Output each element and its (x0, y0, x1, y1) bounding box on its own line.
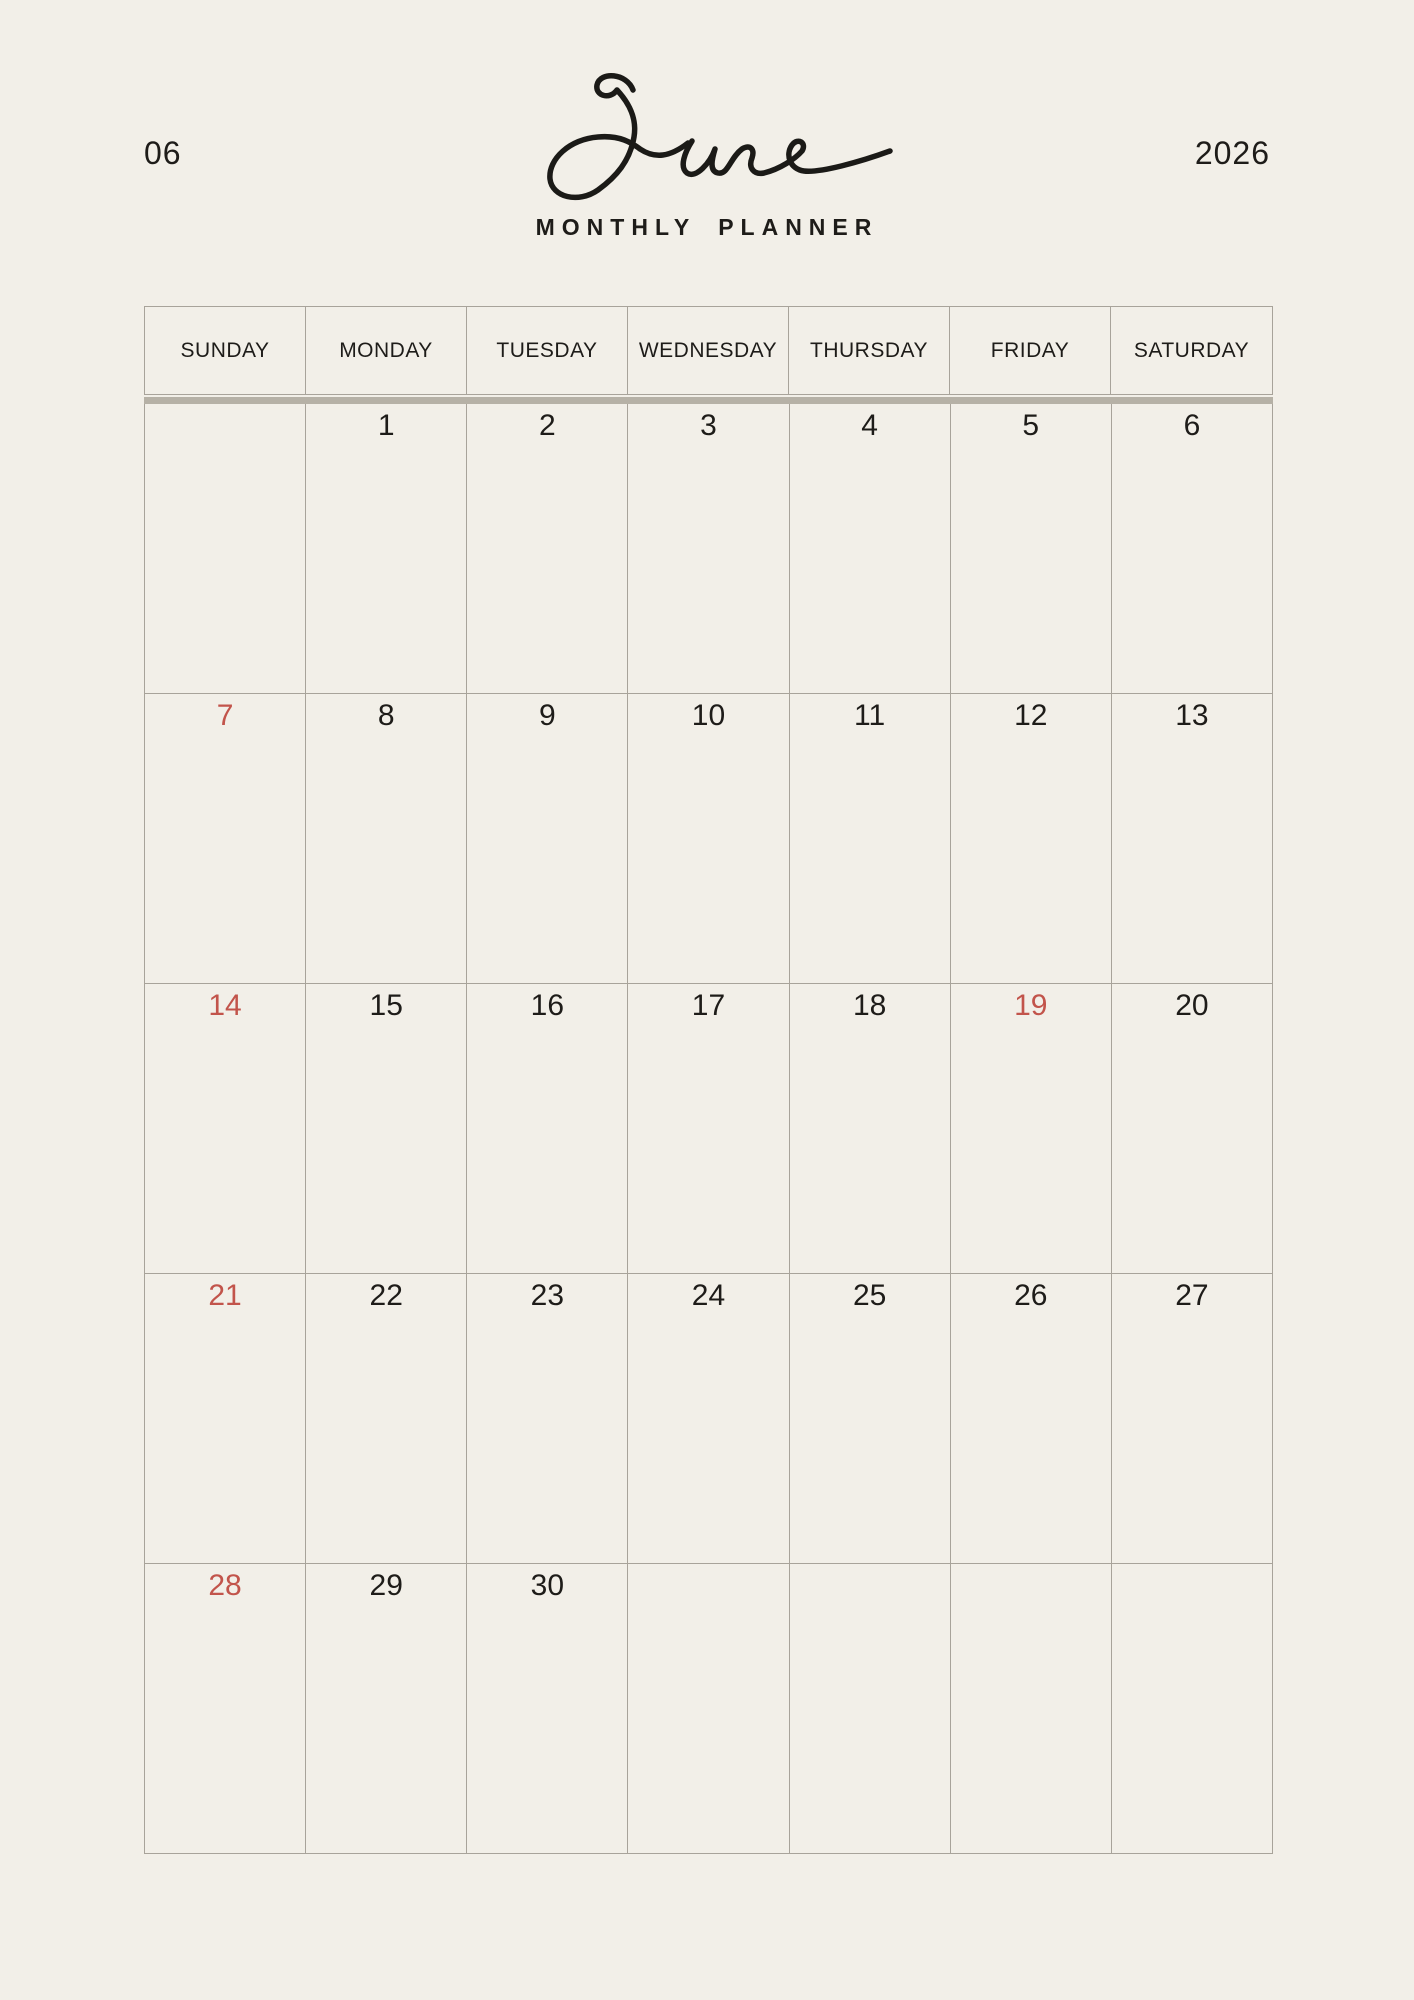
day-cell (1112, 1274, 1273, 1564)
day-number: 22 (369, 1279, 403, 1312)
weekday-header-row (144, 306, 1273, 395)
day-cell (628, 404, 789, 694)
day-cell (790, 984, 951, 1274)
day-cell (1112, 404, 1273, 694)
day-number: 26 (1014, 1279, 1048, 1312)
day-number: 27 (1175, 1279, 1209, 1312)
day-cell (790, 694, 951, 984)
day-number: 20 (1175, 989, 1209, 1022)
weekday-header-wednesday: WEDNESDAY (628, 307, 789, 394)
day-cell (1112, 694, 1273, 984)
day-number: 9 (539, 699, 556, 732)
day-cell (951, 984, 1112, 1274)
day-cell (467, 984, 628, 1274)
day-number: 25 (852, 1279, 887, 1312)
day-number: 7 (216, 699, 234, 732)
day-cell (951, 1274, 1112, 1564)
planner-subtitle: MONTHLY PLANNER (535, 214, 879, 240)
day-number: 3 (700, 409, 717, 442)
day-cell (628, 984, 789, 1274)
day-number: 29 (369, 1569, 403, 1602)
calendar-body (144, 404, 1273, 1854)
day-cell (306, 694, 467, 984)
day-number: 12 (1014, 699, 1048, 732)
day-number: 4 (861, 409, 878, 442)
day-number: 28 (208, 1569, 242, 1602)
day-number: 14 (208, 989, 242, 1022)
day-cell (306, 984, 467, 1274)
day-number: 23 (530, 1279, 565, 1312)
day-cell (467, 1274, 628, 1564)
day-cell (467, 404, 628, 694)
day-cell (467, 1564, 628, 1854)
day-number: 19 (1014, 989, 1048, 1022)
day-cell (1112, 984, 1273, 1274)
day-cell (951, 694, 1112, 984)
weekday-header-thursday: THURSDAY (789, 307, 950, 394)
day-cell (145, 404, 306, 694)
day-number: 21 (208, 1279, 242, 1312)
day-cell (951, 404, 1112, 694)
weekday-header-friday: FRIDAY (950, 307, 1111, 394)
day-cell (145, 1274, 306, 1564)
day-number: 2 (539, 409, 556, 442)
year: 2026 (1194, 135, 1270, 171)
weekday-header-tuesday: TUESDAY (467, 307, 628, 394)
day-number: 15 (369, 989, 403, 1022)
day-number: 8 (377, 699, 395, 732)
day-cell (145, 1564, 306, 1854)
day-cell (145, 984, 306, 1274)
june-script-lettering (540, 58, 900, 210)
day-cell (628, 1274, 789, 1564)
day-cell (951, 1564, 1112, 1854)
day-number: 1 (377, 409, 395, 442)
month-script-title (540, 58, 900, 210)
day-number: 18 (852, 989, 887, 1022)
weekday-header-saturday: SATURDAY (1133, 338, 1250, 362)
day-number: 24 (691, 1279, 726, 1312)
day-number: 6 (1183, 409, 1201, 442)
weekday-header-monday: MONDAY (306, 307, 467, 394)
day-number: 30 (530, 1569, 565, 1602)
day-cell (306, 404, 467, 694)
day-number: 16 (530, 989, 565, 1022)
day-number: 17 (691, 989, 726, 1022)
day-number: 13 (1175, 699, 1209, 732)
month-number: 06 (144, 135, 182, 171)
day-cell (628, 694, 789, 984)
day-cell (790, 1274, 951, 1564)
weekday-header-sunday: SUNDAY (145, 307, 306, 394)
day-cell (628, 1564, 789, 1854)
day-number: 5 (1022, 409, 1040, 442)
day-number: 10 (691, 699, 726, 732)
day-number: 11 (854, 699, 886, 732)
day-cell (790, 404, 951, 694)
day-cell (1112, 1564, 1273, 1854)
calendar-grid (144, 306, 1273, 1854)
header-divider (144, 397, 1273, 404)
day-cell (306, 1564, 467, 1854)
day-cell (467, 694, 628, 984)
day-cell (306, 1274, 467, 1564)
day-cell (790, 1564, 951, 1854)
day-cell (145, 694, 306, 984)
